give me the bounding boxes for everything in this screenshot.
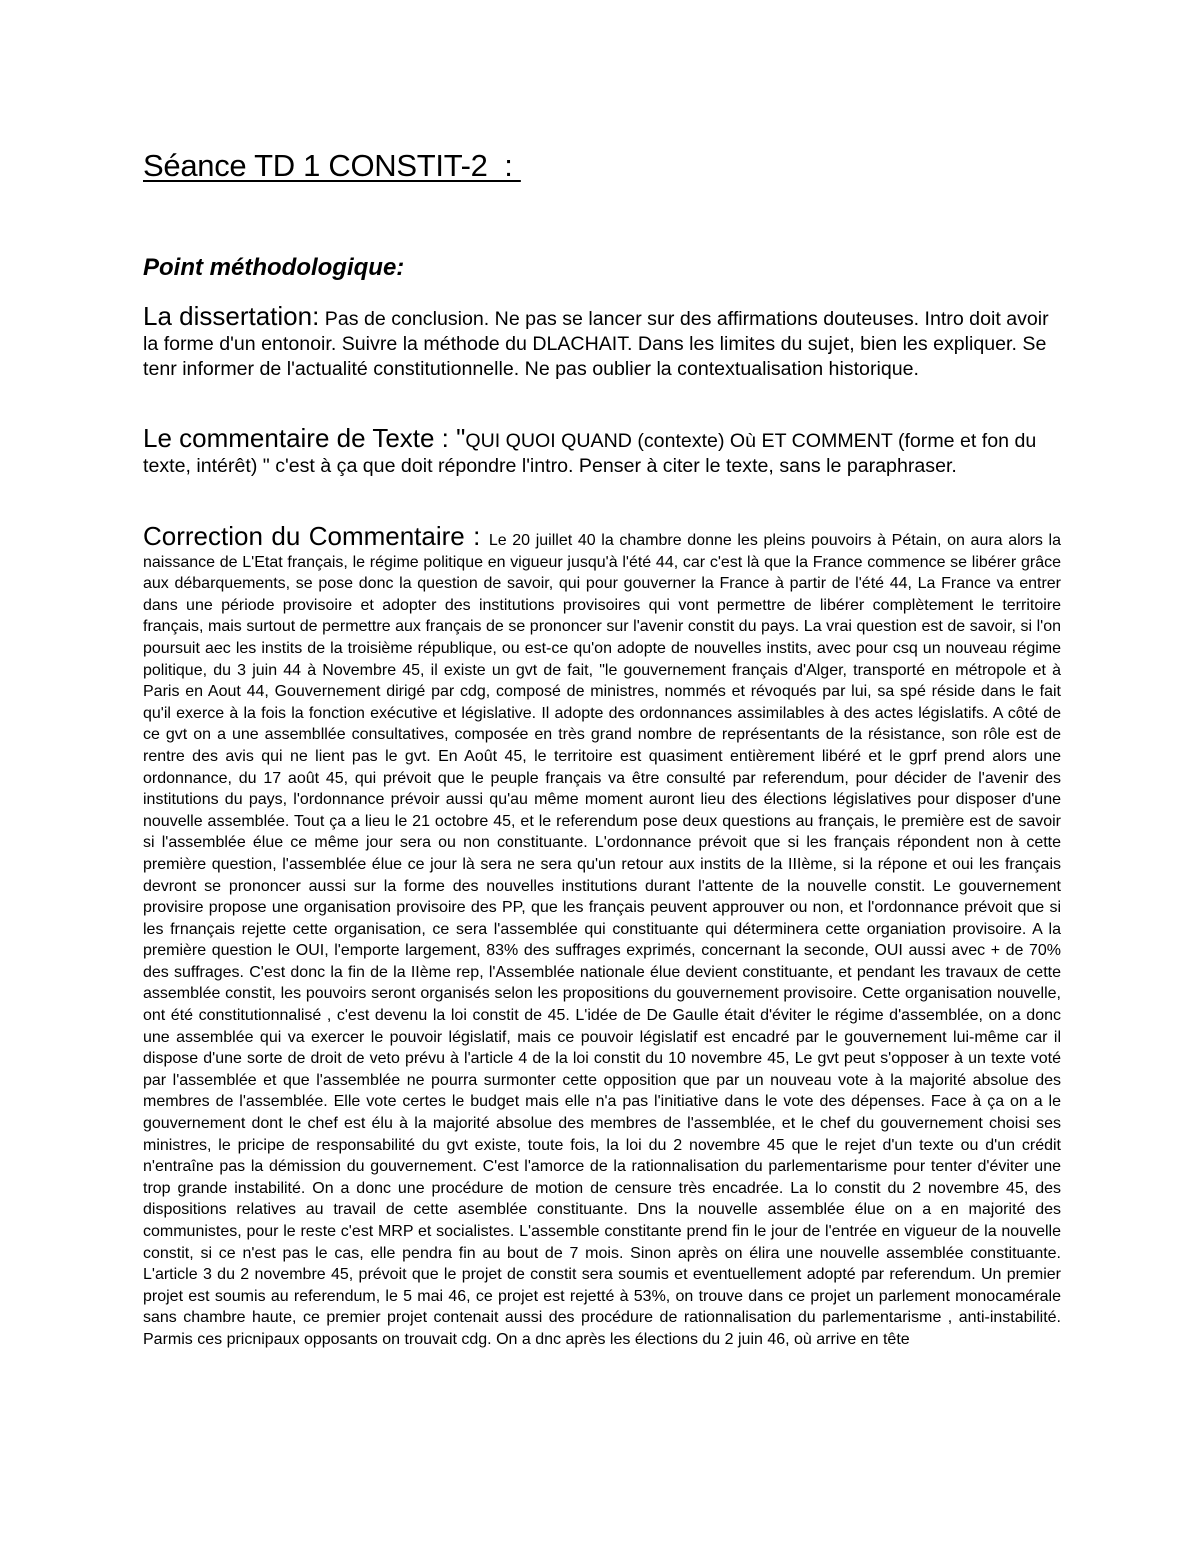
text-correction: Le 20 juillet 40 la chambre donne les pleins pouvoirs à Pétain, on aura alors la naissance de L'Etat français, le régime politique en vigueur jusqu'à l'été 44, car c'est là que la France commence se libérer grâce aux débarquements, se pose donc la question de savoir, qui pour gouverner la France à partir de l'été 44, La France va entrer dans une période provisoire et adopter des institutions provisoires qui vont permettre de libérer complètement le territoire français, mais surtout de permettre aux français de se prononcer sur l'avenir constit du pays. La vrai question est de savoir, si l'on poursuit aec les instits de la troisième république, ou est-ce qu'on adopte de nouvelles instits, avec pour csq un nouveau régime politique, du 3 juin 44 à Novembre 45, il existe un gvt de fait, "le gouvernement français d'Alger, transporté en métropole et à Paris en Aout 44, Gouvernement dirigé par cdg, composé de ministres, nommés et révoqués par lui, sa spé réside dans le fait qu'il exerce à la fois la fonction exécutive et législative. Il adopte des ordonnances assimilables à des actes législatifs. A côté de ce gvt on a une assembllée consultatives, composée en très grand nombre de représentants de la résistance, son rôle est de rentre des avis qui ne lient pas le gvt. En Août 45, le territoire est quasiment entièrement libéré et le gprf prend alors une ordonnance, du 17 août 45, qui prévoit que le peuple français va être consulté par referendum, pour décider de l'avenir des institutions du pays, l'ordonnance prévoir aussi qu'au même moment auront lieu des élections législatives pour disposer d'une nouvelle assemblée. Tout ça a lieu le 21 octobre 45, et le referendum pose deux questions au français, le première est de savoir si l'assemblée élue ce même jour sera ou non constituante. L'ordonnance prévoit que si les français répondent non à cette première question, l'assemblée élue ce jour là sera ne sera qu'un retour aux instits de la IIIème, si la répone et oui les français devront se prononcer aussi sur la forme des nouvelles institutions durant l'attente de la nouvelle constit. Le gouvernement provisire propose une organisation provisoire des PP, que les français peuvent approuver ou non, et l'ordonnance prévoit que si les frnançais rejette cette organisation, ce sera l'assemblée qui constituante qui déterminera cette organiation provisoire. A la première question le OUI, l'emporte largement, 83% des suffrages exprimés, concernant la seconde, OUI aussi avec + de 70% des suffrages. C'est donc la fin de la IIème rep, l'Assemblée nationale élue devient constituante, et pendant les travaux de cette assemblée constit, les pouvoirs seront organisés selon les propositions du gouvernement provisoire. Cette organisation nouvelle, ont été constitutionnalisé , c'est devenu la loi constit de 45. L'idée de De Gaulle était d'éviter le régime d'assemblée, on a donc une assemblée qui va exercer le pouvoir législatif, mais ce pouvoir législatif est encadré par le gouvernement lui-même car il dispose d'une sorte de droit de veto prévu à l'article 4 de la loi constit du 10 novembre 45, Le gvt peut s'opposer à un texte voté par l'assemblée et que l'assemblée ne pourra surmonter cette opposition que par un nouveau vote à la majorité absolue des membres de l'assemblée. Elle vote certes le budget mais elle n'a pas l'initiative dans le vote des dépenses. Face à ça on a le gouvernement dont le chef est élu à la majorité absolue des membres de l'assemblée, et le chef du gouvernement choisi ses ministres, le pricipe de responsabilité du gvt existe, toute fois, la loi du 2 novembre 45 que le rejet d'un texte ou d'un crédit n'entraîne pas la démission du gouvernement. C'est l'amorce de la rationnalisation du parlementarisme pour tenter d'éviter une trop grande instabilité. On a donc une procédure de motion de censure très encadrée. La lo constit du 2 novembre 45, des dispositions relatives au travail de cette asemblée constituante. Dns la nouvelle assemblée élue on a en majorité des communistes, pour le reste c'est MRP et socialistes. L'assemble constitante prend fin le jour de l'entrée en vigueur de la nouvelle constit, si ce n'est pas le cas, elle pendra fin au bout de 7 mois. Sinon après on élira une nouvelle assemblée constituante. L'article 3 du 2 novembre 45, prévoit que le projet de constit sera soumis et eventuellement adopté par referendum. Un premier projet est soumis au referendum, le 5 mai 46, ce projet est rejetté à 53%, on trouve dans ce projet un parlement monocamérale sans chambre haute, ce premier projet contenait aussi des procédure de rationnalisation du parlementarisme , anti-instabilité. Parmis ces pricnipaux opposants on trouvait cdg. On a dnc après les élections du 2 juin 46, où arrive en tête [143, 532, 1062, 1348]
text-commentaire: QUI QUOI QUAND (contexte) Où ET COMMENT (forme et fon du texte, intérêt) " c'est à ça que doit répondre l'intro. Penser à citer le texte, sans le paraphraser. [143, 430, 1037, 477]
heading-dissertation: La dissertation: [143, 301, 320, 331]
text-dissertation: Pas de conclusion. Ne pas se lancer sur des affirmations douteuses. Intro doit avoir la forme d'un entonoir. Suivre la méthode du DLACHAIT. Dans les limites du sujet, bien les expliquer. Se tenr informer de l'actualité constitutionnelle. Ne pas oublier la contextualisation historique. [143, 308, 1049, 380]
page-title: Séance TD 1 CONSTIT-2 : [143, 148, 521, 183]
paragraph-dissertation [143, 301, 1061, 382]
heading-commentaire: Le commentaire de Texte : " [143, 423, 466, 453]
paragraph-commentaire [143, 423, 1061, 479]
heading-correction: Correction du Commentaire : [143, 521, 489, 551]
section-subtitle: Point méthodologique: [143, 254, 405, 281]
paragraph-correction [143, 521, 1062, 1351]
